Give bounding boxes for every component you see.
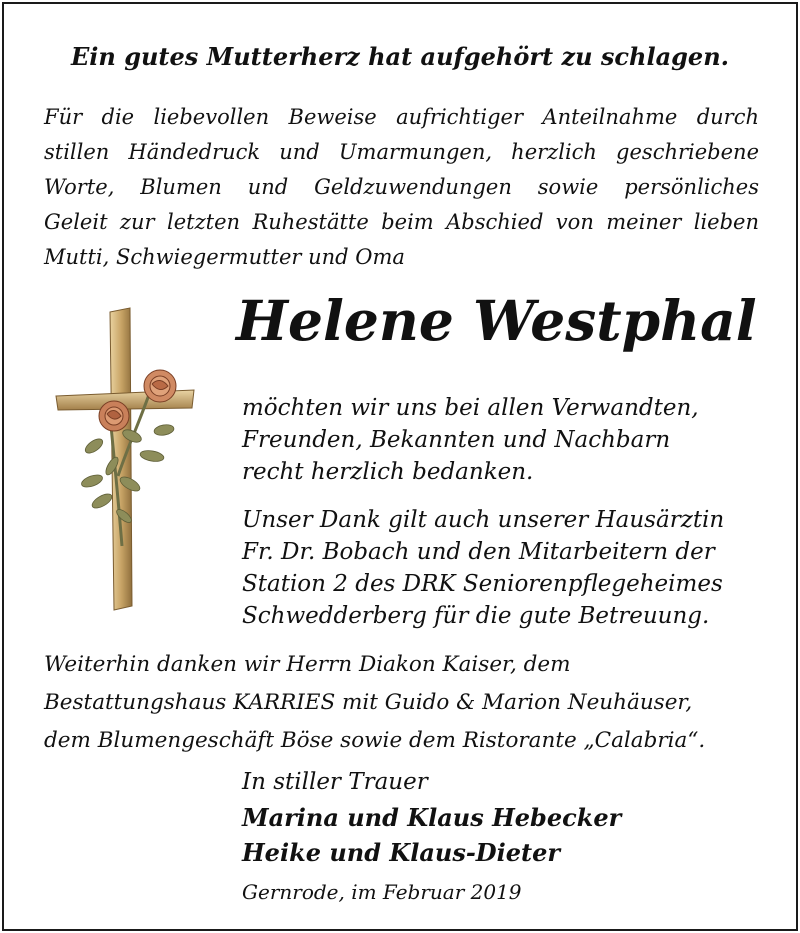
intro-line: Mutti, Schwiegermutter und Oma: [44, 245, 405, 269]
thanks-line: möchten wir uns bei allen Verwandten,: [242, 395, 699, 421]
further-thanks-line: Bestattungshaus KARRIES mit Guido & Marion Neuhäuser,: [44, 690, 693, 715]
cross-with-roses-image: [52, 306, 202, 616]
place-date: Gernrode, im Februar 2019: [242, 880, 522, 904]
signoff: In stiller Trauer: [242, 769, 428, 795]
headline: Ein gutes Mutterherz hat aufgehört zu schlagen.: [70, 42, 729, 71]
care-thanks-line: Station 2 des DRK Seniorenpflegeheimes: [242, 571, 723, 597]
further-thanks-line: dem Blumengeschäft Böse sowie dem Ristorante „Calabria“.: [44, 728, 706, 753]
care-thanks-line: Unser Dank gilt auch unserer Hausärztin: [242, 507, 725, 533]
intro-line: Worte, Blumen und Geldzuwendungen sowie persönliches: [44, 175, 759, 199]
thanks-line: recht herzlich bedanken.: [242, 459, 534, 485]
care-thanks-line: Fr. Dr. Bobach und den Mitarbeitern der: [242, 539, 715, 565]
deceased-name: Helene Westphal: [236, 288, 757, 353]
intro-line: stillen Händedruck und Umarmungen, herzlich geschriebene: [44, 140, 759, 164]
thanks-line: Freunden, Bekannten und Nachbarn: [242, 427, 671, 453]
intro-paragraph: [44, 100, 759, 275]
intro-line: Geleit zur letzten Ruhestätte beim Abschied von meiner lieben: [44, 210, 759, 234]
mourner-name: Heike und Klaus-Dieter: [242, 838, 560, 867]
care-thanks-paragraph: [242, 504, 724, 632]
further-thanks-paragraph: [44, 646, 759, 760]
mourner-name: Marina und Klaus Hebecker: [242, 803, 622, 832]
care-thanks-line: Schwedderberg für die gute Betreuung.: [242, 603, 710, 629]
further-thanks-line: Weiterhin danken wir Herrn Diakon Kaiser, dem: [44, 652, 571, 677]
thanks-paragraph: [242, 392, 699, 488]
intro-line: Für die liebevollen Beweise aufrichtiger Anteilnahme durch: [44, 105, 759, 129]
mourner-names: [242, 800, 621, 870]
